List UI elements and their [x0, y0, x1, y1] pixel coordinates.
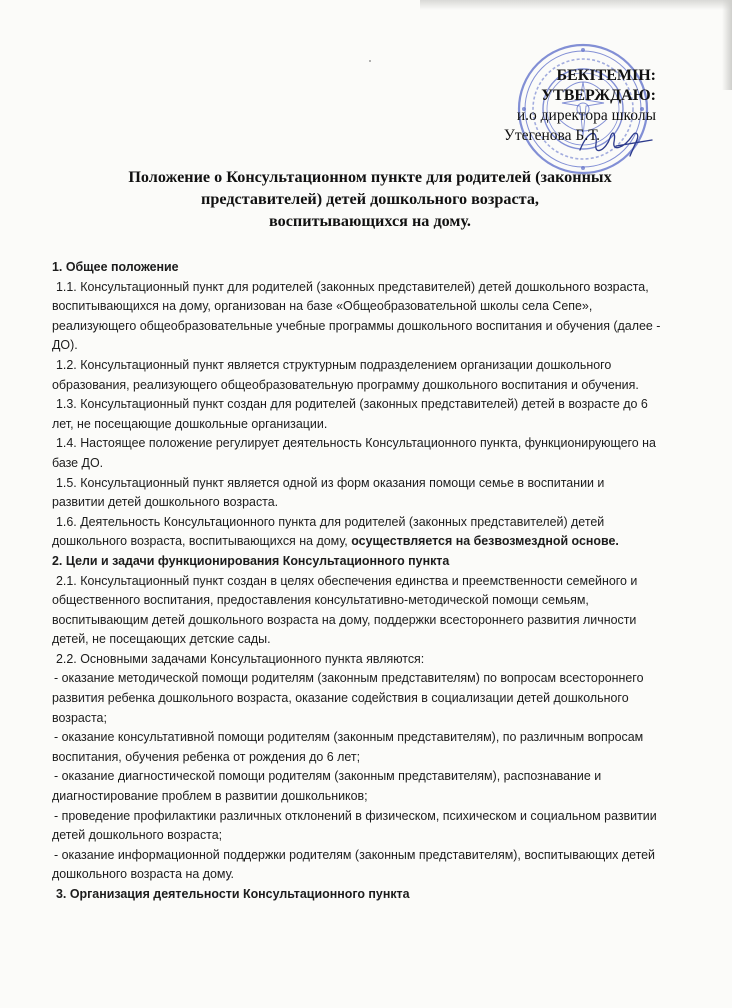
paragraph-line: детей дошкольного возраста;	[52, 828, 223, 843]
document-body	[52, 258, 688, 905]
paragraph-line: ДО).	[52, 338, 78, 353]
approval-kz-label: БЕКІТЕМІН:	[556, 67, 656, 84]
list-item: - оказание диагностической помощи родителям (законным представителям), распознавание и	[54, 769, 602, 784]
paragraph-text: дошкольного возраста, воспитывающихся на дому,	[52, 534, 352, 549]
paragraph-line: возраста;	[52, 710, 107, 725]
paragraph-line: реализующего общеобразовательные учебные программы дошкольного воспитания и обучения (далее -	[52, 318, 661, 333]
paragraph-line: 1.6. Деятельность Консультационного пункта для родителей (законных представителей) детей	[56, 514, 605, 529]
list-item: - оказание консультативной помощи родителям (законным представителям), по различным вопросам	[54, 730, 644, 745]
paragraph-line: дошкольного возраста на дому.	[52, 867, 234, 882]
section-heading-general: 1. Общее положение	[52, 260, 179, 274]
title-line: представителей) детей дошкольного возраста,	[201, 190, 539, 208]
paragraph-line: 2.2. Основными задачами Консультационного пункта являются:	[56, 651, 425, 666]
approval-signatory: Утегенова Б.Т.	[503, 127, 600, 144]
paragraph-line: лет, не посещающие дошкольные организации.	[52, 416, 328, 431]
paragraph-line: базе ДО.	[52, 455, 104, 470]
paragraph-line: 2.1. Консультационный пункт создан в целях обеспечения единства и преемственности семейного и	[56, 573, 638, 588]
section-heading-goals: 2. Цели и задачи функционирования Консультационного пункта	[52, 553, 450, 568]
paragraph-line: воспитывающим детей дошкольного возраста на дому, поддержки всестороннего развития личности	[52, 612, 637, 627]
list-item: - проведение профилактики различных отклонений в физическом, психическом и социальном развитии	[54, 808, 657, 823]
paragraph-line: детей, не посещающих детские сады.	[52, 632, 271, 647]
paragraph-line: 1.3. Консультационный пункт создан для родителей (законных представителей) детей в возрасте до 6	[56, 397, 648, 412]
paragraph-line: воспитания, обучения ребенка от рождения до 6 лет;	[52, 749, 361, 764]
paragraph-line: развитии детей дошкольного возраста.	[52, 495, 279, 510]
paragraph-line: общественного воспитания, предоставления консультативно-методической помощи семьям,	[52, 593, 589, 608]
paragraph-line: воспитывающихся на дому, организован на базе «Общеобразовательной школы села Сепе»,	[52, 299, 593, 314]
approval-ru-label: УТВЕРЖДАЮ:	[541, 87, 656, 104]
paragraph-line	[52, 532, 688, 552]
list-item: - оказание методической помощи родителям (законным представителям) по вопросам всестороннего	[54, 671, 644, 686]
paragraph-line: 1.2. Консультационный пункт является структурным подразделением организации дошкольного	[56, 357, 612, 372]
section-heading-organization: 3. Организация деятельности Консультационного пункта	[56, 887, 410, 901]
scan-speck	[369, 60, 371, 62]
approval-position: и.о директора школы	[516, 107, 656, 124]
paragraph-line: 1.5. Консультационный пункт является одной из форм оказания помощи семье в воспитании и	[56, 475, 605, 490]
list-item: - оказание информационной поддержки родителям (законным представителям), воспитывающих детей	[54, 847, 655, 862]
paragraph-line: диагностирование проблем в развитии дошкольников;	[52, 789, 368, 804]
approval-block	[396, 66, 656, 146]
paragraph-line: 1.4. Настоящее положение регулирует деятельность Консультационного пункта, функционирующего на	[56, 436, 656, 451]
paragraph-line: 1.1. Консультационный пункт для родителей (законных представителей) детей дошкольного возраста,	[56, 279, 649, 294]
paragraph-line: развития ребенка дошкольного возраста, оказание содействия в социализации детей дошкольного	[52, 691, 629, 706]
scan-edge-top	[420, 0, 732, 10]
paragraph-line: образования, реализующего общеобразовательную программу дошкольного воспитания и обучения.	[52, 377, 639, 392]
scan-edge-right	[722, 0, 732, 90]
title-line: Положение о Консультационном пункте для родителей (законных	[128, 168, 612, 186]
document-title	[100, 166, 640, 232]
paragraph-bold-text: осуществляется на безвозмездной основе.	[351, 534, 619, 549]
title-line: воспитывающихся на дому.	[269, 212, 471, 230]
